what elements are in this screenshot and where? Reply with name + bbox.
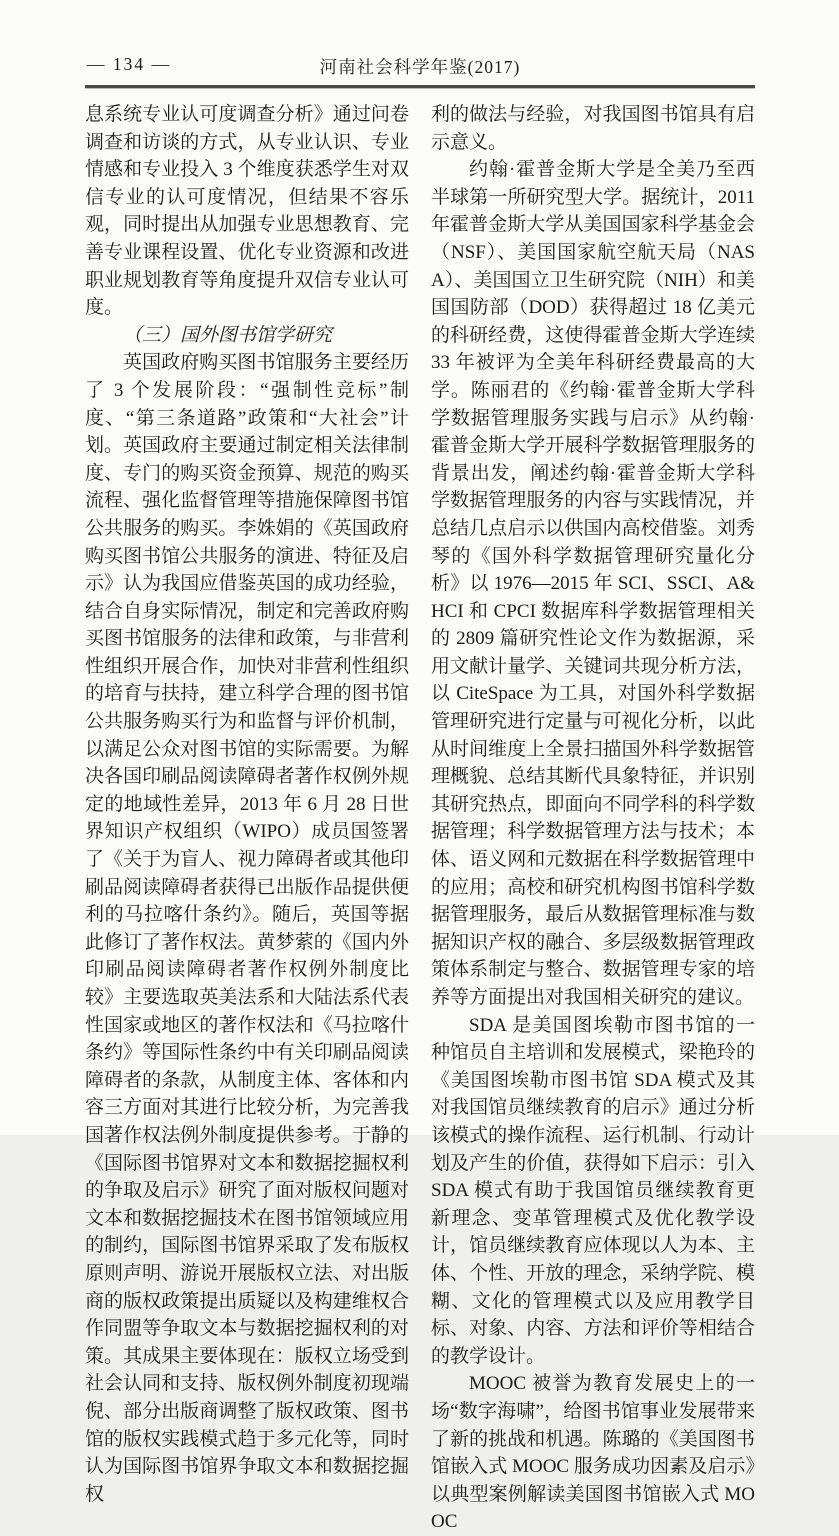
paragraph: SDA 是美国图埃勒市图书馆的一种馆员自主培训和发展模式，梁艳玲的《美国图埃勒市图书馆 SDA 模式及其对我国馆员继续教育的启示》通过分析该模式的操作流程、运行机制、行动计划及产生的价值，获得如下启示：引入 SDA 模式有助于我国馆员继续教育更新理念、变革管理模式及优化教学设计，馆员继续教育应体现以人为本、主体、个性、开放的理念，采纳学院、模糊、文化的管理模式以及应用教学目标、对象、内容、方法和评价等相结合的教学设计。 [431,1014,755,1367]
page-body [85,101,755,1536]
page-header [85,50,755,82]
header-rule [85,85,755,89]
paragraph: MOOC 被誉为教育发展史上的一场“数字海啸”，给图书馆事业发展带来了新的挑战和机遇。陈璐的《美国图书馆嵌入式 MOOC 服务成功因素及启示》以典型案例解读美国图书馆嵌入式 MOOC [431,1373,755,1533]
paragraph: 利的做法与经验，对我国图书馆具有启示意义。 [431,104,755,153]
paragraph: 息系统专业认可度调查分析》通过问卷调查和访谈的方式，从专业认识、专业情感和专业投入 3 个维度获悉学生对双信专业的认可度情况，但结果不容乐观，同时提出从加强专业思想教育、完善专业课程设置、优化专业资源和改进职业规划教育等角度提升双信专业认可度。 [85,104,409,319]
paragraph: 英国政府购买图书馆服务主要经历了 3 个发展阶段：“强制性竞标”制度、“第三条道路”政策和“大社会”计划。英国政府主要通过制定相关法律制度、专门的购买资金预算、规范的购买流程、强化监督管理等措施保障图书馆公共服务的购买。李姝娟的《英国政府购买图书馆公共服务的演进、特征及启示》认为我国应借鉴英国的成功经验，结合自身实际情况，制定和完善政府购买图书馆服务的法律和政策，与非营利性组织开展合作，加快对非营利性组织的培育与扶持，建立科学合理的图书馆公共服务购买行为和监督与评价机制，以满足公众对图书馆的实际需要。为解决各国印刷品阅读障碍者著作权例外规定的地域性差异，2013 年 6 月 28 日世界知识产权组织（WIPO）成员国签署了《关于为盲人、视力障碍者或其他印刷品阅读障碍者获得已出版作品提供便利的马拉喀什条约》。随后，英国等据此修订了著作权法。黄梦萦的《国内外印刷品阅读障碍者著作权例外制度比较》主要选取英美法系和大陆法系代表性国家或地区的著作权法和《马拉喀什条约》等国际性条约中有关印刷品阅读障碍者的条款，从制度主体、客体和内容三方面对其进行比较分析，为完善我国著作权法例外制度提供参考。于静的《国际图书馆界对文本和数据挖掘权利的争取及启示》研究了面对版权问题对文本和数据挖掘技术在图书馆领域应用的制约，国际图书馆界采取了发布版权原则声明、游说开展版权立法、对出版商的版权政策提出质疑以及构建维权合作同盟等争取文本与数据挖掘权利的对策。其成果主要体现在：版权立场受到社会认同和支持、版权例外制度初现端倪、部分出版商调整了版权政策、图书馆的版权实践模式趋于多元化等，同时认为国际图书馆界争取文本和数据挖掘权 [85,352,409,1505]
right-column [431,101,755,1536]
running-title: 河南社会科学年鉴(2017) [319,56,521,77]
paragraph: 约翰·霍普金斯大学是全美乃至西半球第一所研究型大学。据统计，2011 年霍普金斯大学从美国国家科学基金会（NSF）、美国国家航空航天局（NASA）、美国国立卫生研究院（NIH）和美国国防部（DOD）获得超过 18 亿美元的科研经费，这使得霍普金斯大学连续 33 年被评为全美年科研经费最高的大学。陈丽君的《约翰·霍普金斯大学科学数据管理服务实践与启示》从约翰·霍普金斯大学开展科学数据管理服务的背景出发，阐述约翰·霍普金斯大学科学数据管理服务的内容与实践情况，并总结几点启示以供国内高校借鉴。刘秀琴的《国外科学数据管理研究量化分析》以 1976—2015 年 SCI、SSCI、A&HCI 和 CPCI 数据库科学数据管理相关的 2809 篇研究性论文作为数据源，采用文献计量学、关键词共现分析方法，以 CiteSpace 为工具，对国外科学数据管理研究进行定量与可视化分析，以此从时间维度上全景扫描国外科学数据管理概貌、总结其断代具象特征，并识别其研究热点，即面向不同学科的科学数据管理；科学数据管理方法与技术；本体、语义网和元数据在科学数据管理中的应用；高校和研究机构图书馆科学数据管理服务，最后从数据管理标准与数据知识产权的融合、多层级数据管理政策体系制定与整合、数据管理专家的培养等方面提出对我国相关研究的建议。 [431,159,755,1008]
section-heading: （三）国外图书馆学研究 [123,324,333,346]
left-column [85,101,409,1536]
page-number: — 134 — [87,54,171,74]
